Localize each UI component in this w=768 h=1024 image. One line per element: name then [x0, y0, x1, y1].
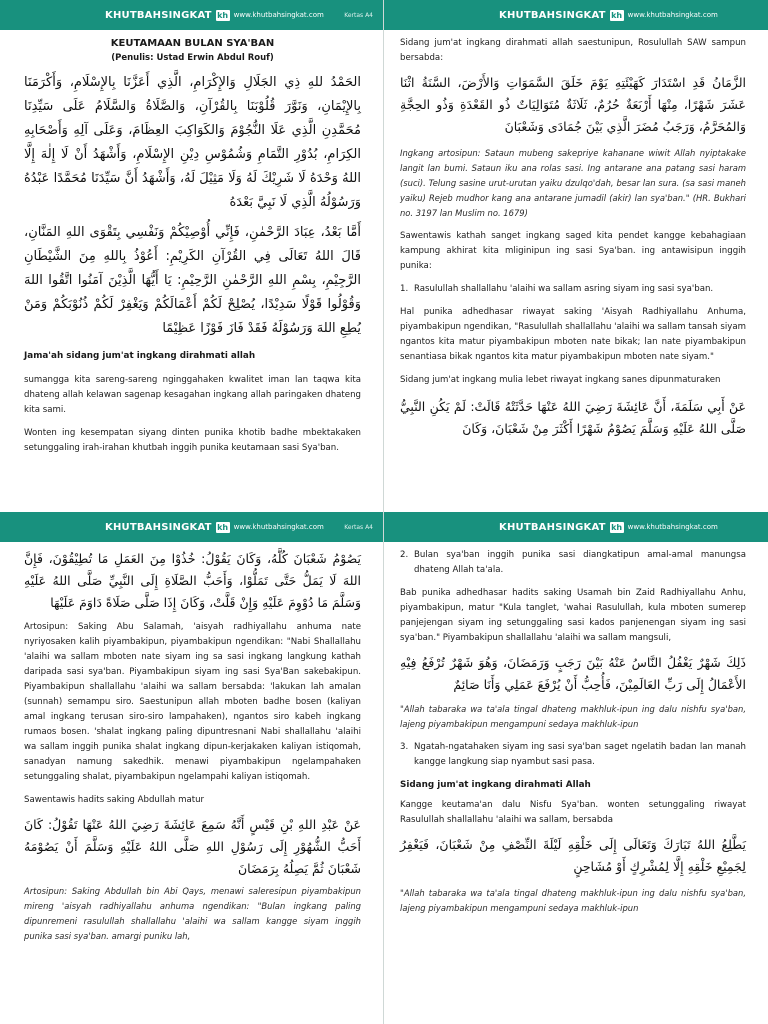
- arabic-hadith: عَنْ عَبْدِ اللهِ بْنِ قَيْسٍ أَنَّهُ سَمِعَ عَائِشَةَ رَضِيَ اللهُ عَنْهَا تَقُوْلُ: كَانَ أَحَبُّ الشُّهُوْرِ إِلَى رَسُوْلِ اللهِ صَلَّى اللهُ عَلَيْهِ وَسَلَّمَ أَنْ يَصُوْمَهُ شَعْبَانَ ثُمَّ يَصِلُهُ بِرَمَضَانَ: [24, 817, 361, 876]
- arabic-hadith: ذَلِكَ شَهْرٌ يَغْفُلُ النَّاسُ عَنْهُ بَيْنَ رَجَبٍ وَرَمَضَانَ، وَهُوَ شَهْرٌ تُرْفَعُ فِيْهِ الأَعْمَالُ إِلَى رَبِّ العَالَمِيْنَ، فَأُحِبُّ أَنْ يُرْفَعَ عَمَلِي وَأَنَا صَائِمٌ: [400, 655, 746, 692]
- paper-size: Kertas A4: [344, 523, 373, 531]
- section-heading: Jama'ah sidang jum'at ingkang dirahmati allah: [24, 351, 256, 361]
- arabic-hadith: يَصُوْمُ شَعْبَانَ كُلَّهُ، وَكَانَ يَقُوْلُ: خُذُوْا مِنَ العَمَلِ مَا تُطِيْقُوْنَ، فَإِنَّ اللهَ لَا يَمَلُّ حَتَّى تَمَلُّوْا، وَأَحَبُّ الصَّلَاةِ إِلَى النَّبِيِّ صَلَّى اللهُ عَلَيْهِ وَسَلَّمَ مَا دُوْوِمَ عَلَيْهِ وَإِنْ قَلَّتْ، وَكَانَ إِذَا صَلَّى صَلَاةً دَاوَمَ عَلَيْهَا: [24, 551, 361, 610]
- translation: Artosipun: Saking Abdullah bin Abi Qays, menawi saleresipun piyambakipun mireng 'aisyah radhiyallahu anhuma ngendikan: "Bulan ingkang paling dipunremeni rasulullah shallallahu 'alaihi wa sallam kangge siyam inggih punika sasi sya'ban. amargi puniku lah,: [24, 886, 361, 941]
- list-number: 1.: [400, 284, 409, 294]
- list-item: [400, 548, 746, 578]
- site-url[interactable]: www.khutbahsingkat.com: [233, 11, 324, 19]
- brand-logo-icon: kh: [217, 10, 229, 20]
- page-3: [0, 512, 384, 1024]
- paragraph: sumangga kita sareng-sareng nginggahaken kwalitet iman lan taqwa kita dhateng allah kelawan sagenap kesagahan ingkang allah paringaken dhateng kita sami.: [24, 375, 361, 415]
- brand-name: KHUTBAHSINGKAT: [499, 9, 606, 21]
- arabic-hadith: عَنْ أَبِي سَلَمَةَ، أَنَّ عَائِشَةَ رَضِيَ اللهُ عَنْهَا حَدَّثَتْهُ قَالَتْ: لَمْ يَكُنِ النَّبِيُّ صَلَّى اللهُ عَلَيْهِ وَسَلَّمَ يَصُوْمُ شَهْرًا أَكْثَرَ مِنْ شَعْبَانَ، وَكَانَ: [400, 399, 746, 436]
- page-2: [384, 0, 768, 512]
- list-text: Ngatah-ngatahaken siyam ing sasi sya'ban saget ngelatih badan lan manah kangge langkung siap nyambut sasi pasa.: [414, 742, 746, 767]
- arabic-hadith: الزَّمَانُ قَدِ اسْتَدَارَ كَهَيْئَتِهِ يَوْمَ خَلَقَ السَّمَوَاتِ وَالأَرْضَ، السَّنَةُ اثْنَا عَشَرَ شَهْرًا، مِنْهَا أَرْبَعَةٌ حُرُمٌ، ثَلَاثَةٌ مُتَوَالِيَاتٌ ذُو القَعْدَةِ وَذُو الحِجَّةِ وَالمُحَرَّمُ، وَرَجَبُ مُضَرَ الَّذِي بَيْنَ جُمَادَى وَشَعْبَانَ: [400, 75, 746, 134]
- translation: Ingkang artosipun: Sataun mubeng sakepriye kahanane wiwit Allah nyiptakake langit lan bumi. Sataun iku ana rolas sasi. Ing antarane ana patang sasi haram (suci). Telung sasine urut-urutan yaiku dzulqo'dah, besar lan sura. (sa sasi maneh yaiku) Rejeb mudhor kang ana antarane jumadil (akir) lan sya'ban." (HR. Bukhari no. 3197 lan Muslim no. 1679): [400, 148, 746, 218]
- paragraph: Kangge keutama'an dalu Nisfu Sya'ban. wonten setunggaling riwayat Rasulullah shallallahu 'alaihi wa sallam, bersabda: [400, 800, 746, 825]
- brand-name: KHUTBAHSINGKAT: [105, 9, 212, 21]
- paragraph: Wonten ing kesempatan siyang dinten punika khotib badhe mbektakaken setunggaling irah-irahan khutbah inggih punika keutamaan sasi Sya'ban.: [24, 428, 361, 453]
- list-item: [400, 740, 746, 770]
- page-title: KEUTAMAAN BULAN SYA'BAN: [110, 38, 275, 49]
- page-4: [384, 512, 768, 1024]
- arabic-amma-bad: أَمَّا بَعْدُ، عِبَادَ الرَّحْمٰنِ، فَإِنِّي أُوْصِيْكُمْ وَنَفْسِي بِتَقْوَى اللهِ المَنَّانِ، قَالَ اللهُ تَعَالَى فِي القُرْآنِ الكَرِيْمِ: أَعُوْذُ بِاللهِ مِنَ الشَّيْطَانِ الرَّجِيْمِ، بِسْمِ اللهِ الرَّحْمٰنِ الرَّحِيْمِ: يَا أَيُّهَا الَّذِيْنَ آمَنُوا اتَّقُوا اللهَ وَقُوْلُوا قَوْلًا سَدِيْدًا، يُصْلِحْ لَكُمْ أَعْمَالَكُمْ وَيَغْفِرْ لَكُمْ ذُنُوْبَكُمْ وَمَنْ يُطِعِ اللهَ وَرَسُوْلَهُ فَقَدْ فَازَ فَوْزًا عَظِيْمًا: [24, 225, 361, 336]
- page-header: [384, 0, 768, 30]
- site-url[interactable]: www.khutbahsingkat.com: [233, 523, 324, 531]
- paragraph: Sawentawis hadits saking Abdullah matur: [24, 795, 205, 805]
- list-number: 2.: [400, 550, 409, 560]
- page-header: [384, 512, 768, 542]
- paragraph: Hal punika adhedhasar riwayat saking 'Aisyah Radhiyallahu Anhuma, piyambakipun ngendikan, "Rasulullah shallallahu 'alaihi wa sallam tansah siyam ngantos kita matur piyambakipun mboten nate bikak; lan nate piyambakipun senantiasa bikak ngantos kita matur piyambakipun mboten nate siyam.": [400, 307, 746, 362]
- paragraph: Bab punika adhedhasar hadits saking Usamah bin Zaid Radhiyallahu Anhu, piyambakipun, matur "Kula tanglet, 'wahai Rasulullah, kula mboten sumerep panjejengan siyam ing setunggaling sasi kados panjenengan siyam ing sasi sya'ban." Piyambakipun shallallahu 'alaihi wa sallam mangsuli,: [400, 588, 746, 643]
- list-text: Rasulullah shallallahu 'alaihi wa sallam asring siyam ing sasi sya'ban.: [414, 284, 714, 294]
- translation: "Allah tabaraka wa ta'ala tingal dhateng makhluk-ipun ing dalu nishfu sya'ban, lajeng piyambakipun mengampuni sedaya makhluk-ipun: [400, 888, 746, 913]
- brand-logo-icon: kh: [611, 522, 623, 532]
- translation: "Allah tabaraka wa ta'ala tingal dhateng makhluk-ipun ing dalu nishfu sya'ban, lajeng piyambakipun mengampuni sedaya makhluk-ipun: [400, 704, 746, 729]
- page-1: [0, 0, 384, 512]
- paragraph: Artosipun: Saking Abu Salamah, 'aisyah radhiyallahu anhuma nate nyriyosaken kalih piyambakipun, piyambakipun ngendikan: "Nabi Shallallahu 'alaihi wa sallam mboten nate siyam ing sa sasi ingkang langkung kathah daripada sasi sya'ban. Piyambakipun siyam ing sasi Sya'Ban sakebakipun. Piyambakipun shallallahu 'alaihi wa sallam bersabda: 'lakukan lah amalan (sunnah) semampu siro. Saestunipun allah mboten badhe bosen (kaliyan amal ingkang terusan siro-siro lampahaken), ngantos siro kabeh ingkang rumaos bosen. 'shalat ingkang paling dipuntresnani Nabi shallallahu 'alaihi wa sallam inggih punika shalat ingkang dipun-kerjakaken kaliyan istiqomah, sanadyan namung sakedhik. menawi piyambakipun ngelampahaken setunggaling shalat, piyambakipun ngelampahi kaliyan istiqomah.: [24, 622, 361, 782]
- page-header: [0, 512, 383, 542]
- list-item: [400, 282, 746, 297]
- brand-logo-icon: kh: [217, 522, 229, 532]
- brand-name: KHUTBAHSINGKAT: [499, 521, 606, 533]
- paragraph: Sidang jum'at ingkang mulia lebet riwayat ingkang sanes dipunmaturaken: [400, 375, 721, 385]
- arabic-opening: الحَمْدُ للهِ ذِي الجَلَالِ وَالإِكْرَامِ، الَّذِي أَعَزَّنَا بِالإِسْلَامِ، وَأَكْرَمَنَا بِالإِيْمَانِ، وَنَوَّرَ قُلُوْبَنَا بِالقُرْآنِ، وَالصَّلَاةُ وَالسَّلَامُ عَلَى سَيِّدِنَا مُحَمَّدِنِ الَّذِي عَلَا النُّجُوْمَ وَالكَوَاكِبَ العِظَامَ، وَعَلَى آلِهِ وَأَصْحَابِهِ الكِرَامِ، بُدُوْرِ التَّمَامِ وَشُمُوْسِ دِيْنِ الإِسْلَامِ، وَأَشْهَدُ أَنْ لَا إِلٰهَ إِلَّا اللهُ وَحْدَهُ لَا شَرِيْكَ لَهُ وَلَا مَثِيْلَ لَهُ، وَأَشْهَدُ أَنَّ سَيِّدَنَا مُحَمَّدًا عَبْدُهُ وَرَسُوْلُهُ الَّذِي لَا نَبِيَّ بَعْدَهُ: [24, 75, 361, 210]
- list-number: 3.: [400, 742, 409, 752]
- page-header: [0, 0, 383, 30]
- brand-logo-icon: kh: [611, 10, 623, 20]
- list-text: Bulan sya'ban inggih punika sasi diangkatipun amal-amal manungsa dhateng Allah ta'ala.: [414, 550, 746, 575]
- arabic-hadith: يَطَّلِعُ اللهُ تَبَارَكَ وَتَعَالَى إِلَى خَلْقِهِ لَيْلَةَ النِّصْفِ مِنْ شَعْبَانَ، فَيَغْفِرُ لِجَمِيْعِ خَلْقِهِ إِلَّا لِمُشْرِكٍ أَوْ مُشَاحِنٍ: [400, 837, 746, 874]
- paragraph: Sidang jum'at ingkang dirahmati allah saestunipun, Rosulullah SAW sampun bersabda:: [400, 38, 746, 63]
- site-url[interactable]: www.khutbahsingkat.com: [627, 11, 718, 19]
- paragraph: Sawentawis kathah sanget ingkang saged kita pendet kangge kebahagiaan kampung akhirat kita mliginipun ing sasi Sya'ban. ing antawisipun inggih punika:: [400, 231, 746, 271]
- brand-name: KHUTBAHSINGKAT: [105, 521, 212, 533]
- paper-size: Kertas A4: [344, 11, 373, 19]
- site-url[interactable]: www.khutbahsingkat.com: [627, 523, 718, 531]
- section-heading: Sidang jum'at ingkang dirahmati Allah: [400, 780, 591, 790]
- author-line: (Penulis: Ustad Erwin Abdul Rouf): [111, 53, 274, 63]
